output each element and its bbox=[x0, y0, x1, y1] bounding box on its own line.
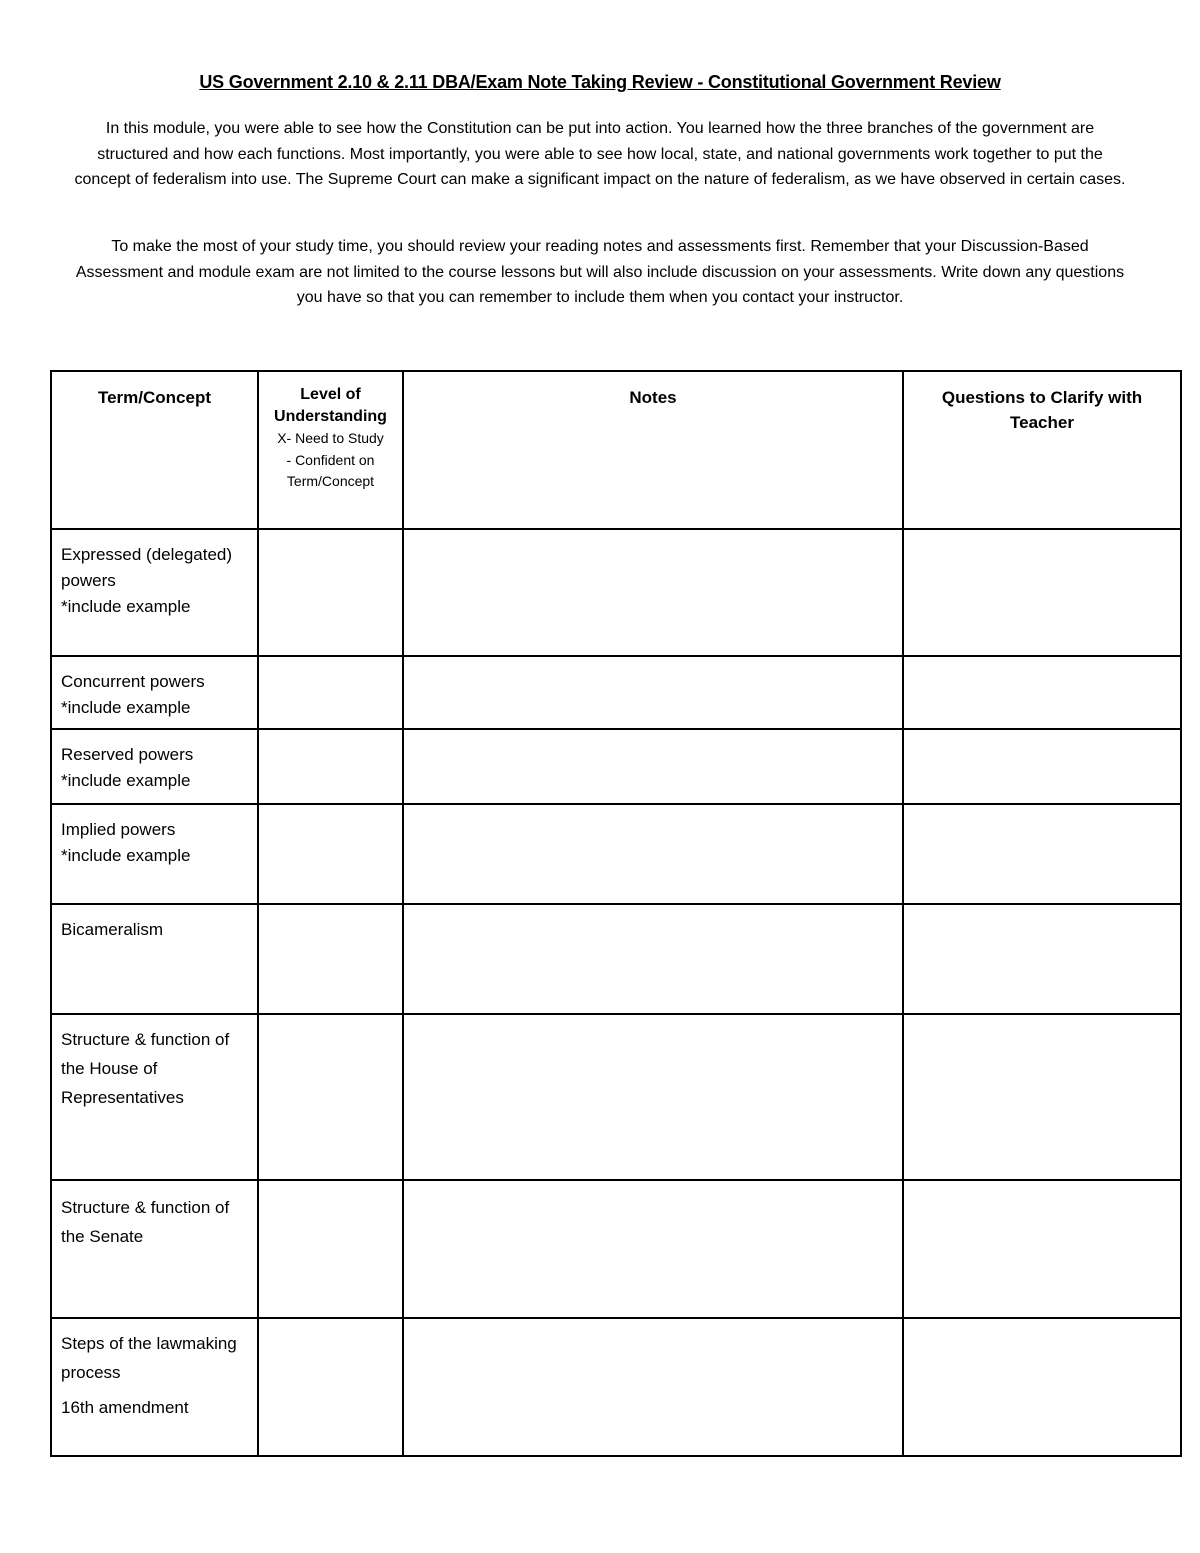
term-cell bbox=[51, 656, 258, 729]
term-label: Steps of the lawmaking process bbox=[61, 1334, 237, 1382]
table-row bbox=[51, 729, 1181, 804]
term-note: *include example bbox=[61, 771, 191, 790]
term-label: Structure & function of the Senate bbox=[61, 1198, 230, 1246]
term-label: Expressed (delegated) powers bbox=[61, 545, 233, 590]
term-cell bbox=[51, 1014, 258, 1180]
term-cell bbox=[51, 1180, 258, 1318]
questions-cell[interactable] bbox=[903, 1014, 1181, 1180]
term-label: Implied powers bbox=[61, 820, 176, 839]
header-level-key-confident: - Confident on Term/Concept bbox=[286, 451, 375, 489]
document-title: US Government 2.10 & 2.11 DBA/Exam Note Taking Review - Constitutional Government Review bbox=[199, 72, 1001, 92]
term-note: 16th amendment bbox=[61, 1398, 189, 1417]
table-row bbox=[51, 804, 1181, 904]
level-cell[interactable] bbox=[258, 729, 403, 804]
questions-cell[interactable] bbox=[903, 904, 1181, 1014]
level-cell[interactable] bbox=[258, 1014, 403, 1180]
term-label: Concurrent powers bbox=[61, 672, 205, 691]
notes-cell[interactable] bbox=[403, 729, 903, 804]
term-note: *include example bbox=[61, 846, 191, 865]
table-row bbox=[51, 1318, 1181, 1456]
notes-cell[interactable] bbox=[403, 1318, 903, 1456]
intro-paragraph: In this module, you were able to see how the Constitution can be put into action. You learned how the three branches of the government are structured and how each functions. Most importantly, you were able to see how local, state, and national governments work together to put the concept of federalism into use. The Supreme Court can make a significant impact on the nature of federalism, as we have observed in certain cases. bbox=[74, 120, 1126, 188]
term-label: Bicameralism bbox=[61, 920, 164, 939]
questions-cell[interactable] bbox=[903, 804, 1181, 904]
level-cell[interactable] bbox=[258, 904, 403, 1014]
notes-cell[interactable] bbox=[403, 656, 903, 729]
notes-cell[interactable] bbox=[403, 1180, 903, 1318]
level-cell[interactable] bbox=[258, 529, 403, 656]
questions-cell[interactable] bbox=[903, 1180, 1181, 1318]
term-note: *include example bbox=[61, 698, 191, 717]
term-cell bbox=[51, 529, 258, 656]
questions-cell[interactable] bbox=[903, 729, 1181, 804]
table-row bbox=[51, 904, 1181, 1014]
header-level-of-understanding bbox=[258, 371, 403, 529]
term-note: *include example bbox=[61, 597, 191, 616]
header-level-key-need-study: X- Need to Study bbox=[277, 430, 384, 446]
study-paragraph: To make the most of your study time, you should review your reading notes and assessments first. Remember that your Discussion-Based Assessment and module exam are not limited to the course lessons but will also include discussion on your assessments. Write down any questions you have so that you can remember to include them when you contact your instructor. bbox=[75, 238, 1125, 306]
header-level-label: Level of Understanding bbox=[274, 386, 387, 425]
header-notes bbox=[403, 371, 903, 529]
header-term-concept-label: Term/Concept bbox=[97, 388, 212, 407]
notes-cell[interactable] bbox=[403, 804, 903, 904]
table-row bbox=[51, 529, 1181, 656]
table-row bbox=[51, 1014, 1181, 1180]
table-header-row bbox=[51, 371, 1181, 529]
term-cell bbox=[51, 1318, 258, 1456]
term-cell bbox=[51, 804, 258, 904]
questions-cell[interactable] bbox=[903, 656, 1181, 729]
term-label: Reserved powers bbox=[61, 745, 194, 764]
questions-cell[interactable] bbox=[903, 1318, 1181, 1456]
notes-cell[interactable] bbox=[403, 1014, 903, 1180]
table-row bbox=[51, 1180, 1181, 1318]
table-row bbox=[51, 656, 1181, 729]
level-cell[interactable] bbox=[258, 656, 403, 729]
note-taking-table bbox=[50, 370, 1182, 1457]
level-cell[interactable] bbox=[258, 1180, 403, 1318]
questions-cell[interactable] bbox=[903, 529, 1181, 656]
term-cell bbox=[51, 729, 258, 804]
header-questions bbox=[903, 371, 1181, 529]
notes-cell[interactable] bbox=[403, 904, 903, 1014]
level-cell[interactable] bbox=[258, 1318, 403, 1456]
header-notes-label: Notes bbox=[629, 388, 677, 407]
notes-cell[interactable] bbox=[403, 529, 903, 656]
header-questions-label: Questions to Clarify with Teacher bbox=[941, 388, 1143, 432]
header-term-concept bbox=[51, 371, 258, 529]
term-label: Structure & function of the House of Representatives bbox=[61, 1030, 230, 1107]
level-cell[interactable] bbox=[258, 804, 403, 904]
term-cell bbox=[51, 904, 258, 1014]
